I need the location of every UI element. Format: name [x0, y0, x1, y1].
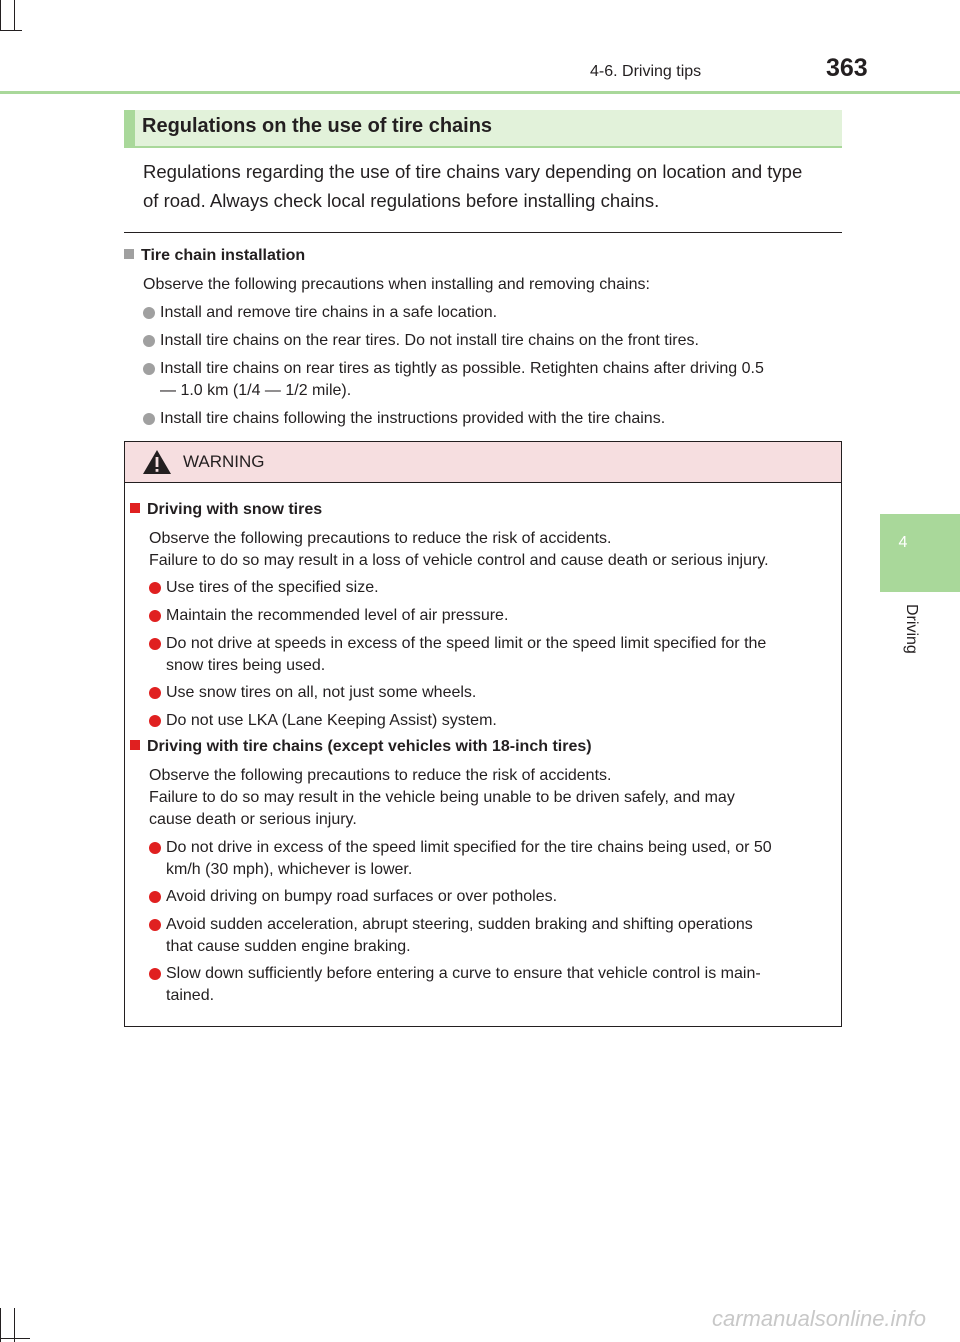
- square-bullet-icon: [130, 740, 140, 750]
- lead-line: Observe the following precautions to reduce the risk of accidents.: [149, 530, 612, 547]
- list-item: [149, 710, 497, 732]
- list-item-text-cont: that cause sudden engine braking.: [166, 938, 411, 955]
- installation-heading: [124, 247, 305, 265]
- lead-line: Observe the following precautions to reduce the risk of accidents.: [149, 767, 612, 784]
- title-accent: [124, 110, 135, 146]
- list-item-text-cont: tained.: [166, 987, 215, 1004]
- list-item: [149, 577, 379, 599]
- bullet-dot-icon: [149, 638, 161, 650]
- bullet-dot-icon: [149, 968, 161, 980]
- bullet-dot-icon: [143, 363, 155, 375]
- warning-header: [125, 442, 841, 483]
- regulations-title: Regulations on the use of tire chains: [142, 115, 493, 137]
- installation-heading-text: Tire chain installation: [141, 247, 306, 264]
- chapter-label: [902, 604, 922, 684]
- lead-line: Failure to do so may result in a loss of vehicle control and cause death or serious injury.: [149, 552, 769, 569]
- list-item-text: Do not drive at speeds in excess of the speed limit or the speed limit specified for the: [166, 635, 767, 652]
- bullet-dot-icon: [149, 582, 161, 594]
- crop-mark: [0, 1308, 1, 1342]
- crop-mark: [14, 1308, 15, 1342]
- crop-mark: [0, 0, 1, 30]
- tire-chains-lead: [149, 765, 735, 831]
- bullet-dot-icon: [149, 610, 161, 622]
- chapter-label-text: Driving: [903, 604, 920, 654]
- installation-lead: Observe the following precautions when installing and removing chains:: [143, 276, 650, 293]
- bullet-dot-icon: [143, 413, 155, 425]
- list-item: [149, 682, 476, 704]
- list-item: [143, 302, 497, 324]
- list-item: [149, 914, 753, 958]
- section-title-bar: [124, 110, 842, 146]
- list-item-text-cont: snow tires being used.: [166, 657, 326, 674]
- warning-box: [124, 441, 842, 1027]
- list-item-text: Use snow tires on all, not just some wheels.: [166, 684, 477, 701]
- snow-tires-lead: [149, 528, 769, 572]
- list-item-text: Avoid sudden acceleration, abrupt steering, sudden braking and shifting operations: [166, 916, 753, 933]
- list-item: [149, 605, 508, 627]
- section-divider: [124, 232, 842, 233]
- list-item: [149, 886, 557, 908]
- warning-title: WARNING: [183, 452, 265, 471]
- chapter-number: 4: [898, 534, 908, 551]
- list-item-text: Slow down sufficiently before entering a curve to ensure that vehicle control is main-: [166, 965, 761, 982]
- square-bullet-icon: [124, 249, 134, 259]
- list-item-text: Do not use LKA (Lane Keeping Assist) system.: [166, 712, 497, 729]
- header-rule: [0, 91, 960, 94]
- title-underline: [124, 146, 842, 148]
- list-item-text: Install and remove tire chains in a safe location.: [160, 304, 498, 321]
- bullet-dot-icon: [143, 307, 155, 319]
- bullet-dot-icon: [149, 687, 161, 699]
- intro-line: Regulations regarding the use of tire chains vary depending on location and type: [143, 161, 803, 182]
- intro-line: of road. Always check local regulations before installing chains.: [143, 190, 660, 211]
- bullet-dot-icon: [149, 715, 161, 727]
- lead-line: cause death or serious injury.: [149, 811, 357, 828]
- list-item-text: Install tire chains on rear tires as tightly as possible. Retighten chains after driving 0.5: [160, 360, 764, 377]
- chapter-tab[interactable]: [880, 514, 960, 592]
- list-item-text: Do not drive in excess of the speed limit specified for the tire chains being used, or 50: [166, 839, 772, 856]
- crop-mark: [14, 0, 15, 30]
- list-item: [149, 633, 766, 677]
- list-item-text: Install tire chains following the instructions provided with the tire chains.: [160, 410, 666, 427]
- list-item-text: Maintain the recommended level of air pressure.: [166, 607, 509, 624]
- list-item-text-cont: km/h (30 mph), whichever is lower.: [166, 861, 413, 878]
- bullet-dot-icon: [149, 919, 161, 931]
- list-item: [143, 408, 665, 430]
- list-item-text-cont: — 1.0 km (1/4 — 1/2 mile).: [160, 382, 352, 399]
- snow-tires-heading-text: Driving with snow tires: [147, 501, 323, 518]
- square-bullet-icon: [130, 503, 140, 513]
- snow-tires-heading: [130, 501, 322, 519]
- crop-mark: [0, 30, 22, 31]
- list-item: [143, 358, 764, 402]
- tire-chains-heading: [130, 738, 592, 756]
- list-item: [143, 330, 699, 352]
- bullet-dot-icon: [149, 842, 161, 854]
- tire-chains-heading-text: Driving with tire chains (except vehicles with 18-inch tires): [147, 738, 592, 755]
- list-item: [149, 837, 772, 881]
- page-number: 363: [826, 54, 868, 82]
- warning-triangle-icon: [142, 449, 172, 475]
- watermark-text: carmanualsonline.info: [712, 1306, 927, 1331]
- list-item-text: Install tire chains on the rear tires. Do not install tire chains on the front tires.: [160, 332, 699, 349]
- lead-line: Failure to do so may result in the vehicle being unable to be driven safely, and may: [149, 789, 735, 806]
- bullet-dot-icon: [143, 335, 155, 347]
- bullet-dot-icon: [149, 891, 161, 903]
- list-item-text: Avoid driving on bumpy road surfaces or over potholes.: [166, 888, 558, 905]
- section-title: 4-6. Driving tips: [590, 63, 702, 80]
- crop-mark: [0, 1338, 30, 1339]
- list-item-text: Use tires of the specified size.: [166, 579, 379, 596]
- regulations-intro: [143, 157, 843, 215]
- list-item: [149, 963, 761, 1007]
